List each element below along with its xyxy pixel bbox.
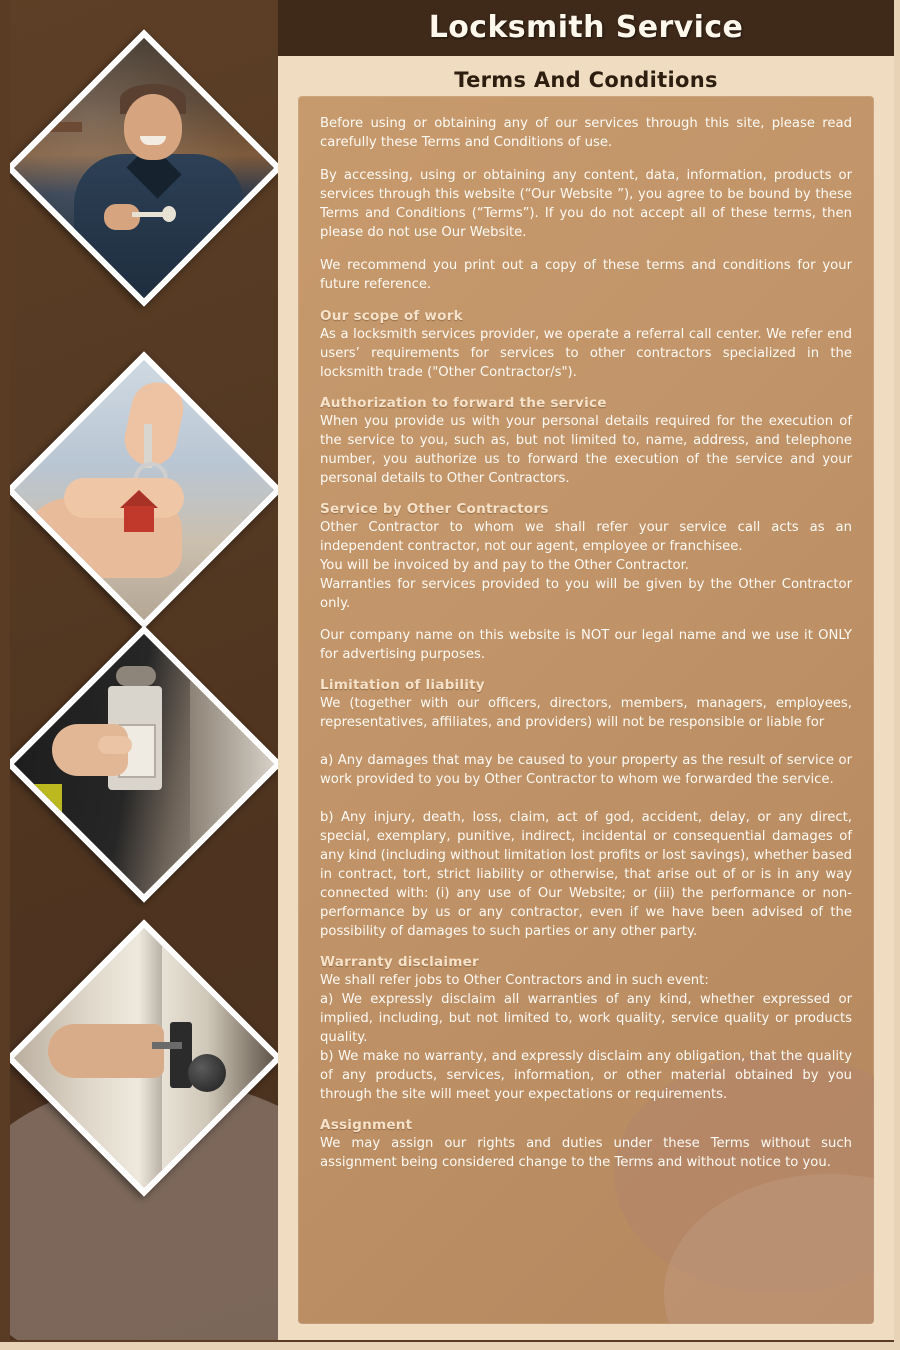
section-line: We may assign our rights and duties under these Terms without such assignment being considered change to the Terms and without notice to you.	[320, 1136, 852, 1170]
section-line: Our company name on this website is NOT our legal name and we use it ONLY for advertising purposes.	[320, 628, 852, 662]
title-band	[278, 0, 894, 56]
section-limitation-of-liability	[320, 677, 852, 941]
section-heading: Assignment	[320, 1117, 413, 1133]
photo-art-house-key	[12, 358, 276, 622]
content-panel	[278, 0, 894, 1340]
section-line: You will be invoiced by and pay to the Other Contractor.	[320, 558, 689, 573]
section-line: Warranties for services provided to you will be given by the Other Contractor only.	[320, 577, 852, 611]
photo-key-head	[162, 206, 176, 222]
photo-yellow-strip	[32, 784, 62, 894]
keypad-door-lock-photo	[10, 625, 278, 902]
photo-hand	[104, 204, 140, 230]
frame-right-edge	[894, 0, 900, 1350]
section-heading: Our scope of work	[320, 308, 463, 324]
photo-lock-top	[116, 666, 156, 686]
intro-paragraph: We recommend you print out a copy of these terms and conditions for your future reference.	[320, 258, 852, 292]
photo-thumb	[98, 736, 132, 754]
photo-art-keypad	[12, 632, 276, 896]
frame-bottom-edge	[0, 1342, 900, 1350]
section-line: b) Any injury, death, loss, claim, act of god, accident, delay, or any direct, special, exemplary, punitive, indirect, incidental or consequential damages of any kind (including without limitation lost profits or lost savings), whether based in contract, tort, strict liability or otherwise, that arise out of or is in any way connected with: (i) any use of Our Website; or (iii) the performance or non-performance by us or any contractor, even if we have been advised of the possibility of damages to such parties or any other party.	[320, 810, 852, 939]
photo-house-body	[124, 506, 154, 532]
photo-face	[124, 94, 182, 160]
section-heading: Limitation of liability	[320, 677, 485, 693]
photo-door-frame	[190, 632, 276, 896]
page-title: Locksmith Service	[428, 10, 744, 45]
section-assignment	[320, 1117, 852, 1172]
section-company-name-note	[320, 626, 852, 664]
photo-inner	[12, 36, 276, 300]
section-line: We shall refer jobs to Other Contractors and in such event:	[320, 973, 709, 988]
page-subtitle: Terms And Conditions	[454, 68, 718, 92]
section-line: When you provide us with your personal details required for the execution of the service to you, such as, but not limited to, name, address, and telephone number, you authorize us to forward the execution of the service and your personal details to Other Contractors.	[320, 414, 852, 486]
section-service-by-other-contractors	[320, 501, 852, 613]
photo-column	[10, 0, 278, 1340]
section-line: a) Any damages that may be caused to your property as the result of service or work provided to you by Other Contractor to whom we forwarded the service.	[320, 753, 852, 787]
section-warranty-disclaimer	[320, 954, 852, 1104]
photo-key-shaft	[132, 212, 166, 217]
section-scope-of-work	[320, 308, 852, 382]
locksmith-technician-holding-key-photo	[10, 29, 278, 306]
photo-inner	[12, 358, 276, 622]
photo-key	[152, 1042, 182, 1049]
photo-hand	[48, 1024, 164, 1078]
section-line: We (together with our officers, directors, members, managers, employees, representatives, affiliates, and providers) will not be responsible or liable for	[320, 696, 852, 730]
photo-upper-hand	[120, 378, 188, 471]
section-authorization	[320, 395, 852, 488]
photo-shelf-lower	[12, 122, 82, 132]
section-line: Other Contractor to whom we shall refer your service call acts as an independent contractor, not our agent, employee or franchisee.	[320, 520, 852, 554]
section-line: b) We make no warranty, and expressly disclaim any obligation, that the quality of any products, services, information, or other material obtained by you through the site will meet your expectations or requirements.	[320, 1049, 852, 1102]
photo-shelf	[12, 66, 104, 78]
section-spacer	[320, 789, 852, 808]
section-heading: Warranty disclaimer	[320, 954, 479, 970]
section-spacer	[320, 732, 852, 751]
photo-inner	[12, 632, 276, 896]
photo-art-technician	[12, 36, 276, 300]
section-heading: Service by Other Contractors	[320, 501, 549, 517]
intro-paragraph: Before using or obtaining any of our services through this site, please read carefully these Terms and Conditions of use.	[320, 116, 852, 150]
intro-paragraph: By accessing, using or obtaining any content, data, information, products or services through this website (“Our Website ”), you agree to be bound by these Terms and Conditions (“Terms”). If you do not accept all of these terms, then please do not use Our Website.	[320, 168, 852, 240]
section-line: As a locksmith services provider, we operate a referral call center. We refer end users’ requirements for services to other contractors specialized in the locksmith trade ("Other Contractor/s").	[320, 327, 852, 380]
photo-door-knob	[188, 1054, 226, 1092]
terms-body	[298, 96, 874, 1195]
terms-card	[298, 96, 874, 1324]
hand-giving-house-key-photo	[10, 351, 278, 628]
section-heading: Authorization to forward the service	[320, 395, 607, 411]
section-line: a) We expressly disclaim all warranties of any kind, whether expressed or implied, including, but not limited to, work quality, service quality or products quality.	[320, 992, 852, 1045]
